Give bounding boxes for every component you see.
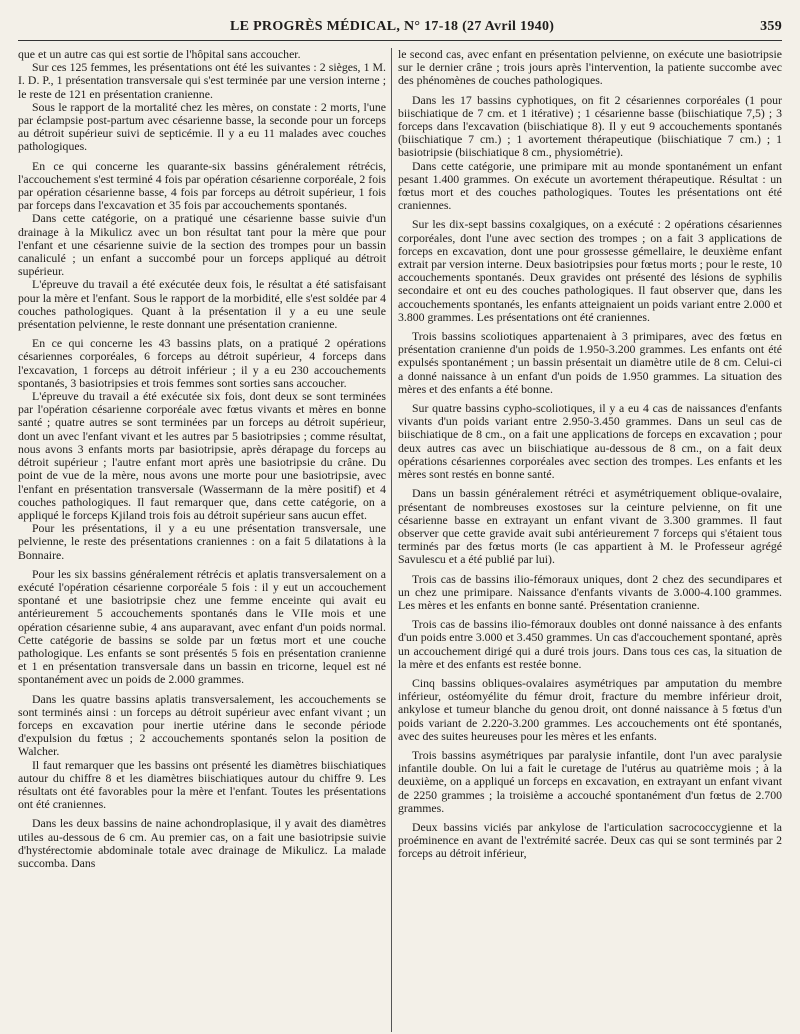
paragraph: Trois bassins scoliotiques appartenaient à 3 primipares, avec des fœtus en présentation cranienne d'un poids de 1.950-3.200 grammes. Les enfants ont été expulsés spontanément ; un bassin présentait un diamètre utile de 8 cm. Celui-ci a donné naissance à un enfant d'un poids de 1.950 grammes. La situation des mères et des enfants a été bonne.: [398, 329, 782, 396]
paragraph: Sous le rapport de la mortalité chez les mères, on constate : 2 morts, l'une par éclampsie post-partum avec césarienne basse, la seconde pour un forceps au détroit supérieur suivi de septicémie. Il y a eu 11 malades avec couches pathologiques.: [18, 99, 386, 154]
column-divider: [391, 48, 392, 1032]
paragraph: Trois bassins asymétriques par paralysie infantile, dont l'un avec paralysie infantile double. On lui a fait le curetage de l'utérus au quatrième mois ; à la deuxième, on a appliqué un forceps en excavation, en extrayant un enfant vivant de 2250 grammes ; la troisième a accouché spontanément d'un fœtus de 2.700 grammes.: [398, 747, 782, 815]
paragraph: Sur quatre bassins cypho-scoliotiques, il y a eu 4 cas de naissances d'enfants vivants d'un poids variant entre 2.950-3.450 grammes. Dans un seul cas de biischiatique de 8 cm., on a fait une applications de forceps en excavation ; pour deux autres cas avec un biischiatique au-dessous de 8 cm., on a fait deux opérations césariennes corporéales avec section des trompes. Les enfants et les mères sont restés en bonne santé.: [398, 401, 782, 482]
paragraph: Dans cette catégorie, une primipare mit au monde spontanément un enfant pesant 1.400 grammes. On exécute un avortement thérapeutique. Résultat : un fœtus mort et des couches pathologiques. Toutes les présentations ont été craniennes.: [398, 158, 782, 213]
paragraph: Pour les présentations, il y a eu une présentation transversale, une pelvienne, le reste des présentations craniennes : on a fait 5 dilatations à la Bonnaire.: [18, 521, 386, 562]
paragraph: Sur ces 125 femmes, les présentations ont été les suivantes : 2 sièges, 1 M. I. D. P., 1 présentation transversale qui s'est terminée par une version interne ; le reste de 121 en présentation cranienne.: [18, 60, 386, 101]
left-column: [18, 48, 386, 1032]
paragraph: L'épreuve du travail a été exécutée six fois, dont deux se sont terminées par l'opération césarienne corporéale avec fœtus vivants et mères en bonne santé ; quatre autres se sont terminées par un forceps au détroit supérieur, dont un avec l'enfant vivant et les autres par 5 basiotripsies ; comme résultat, nous avons 3 enfants morts par basiotripsie, après dérapage du forceps au détroit supérieur ; l'autre enfant mort après une basiotripsie du crâne. Du point de vue de la mère, nous avons une morte pour une basiotripsie, avec l'enfant en présentation transversale (Wassermann de la mère positif) et 4 couches pathologiques. Il faut remarquer que, dans cette catégorie, on a appliqué le forceps Kjiland trois fois au détroit supérieur sans aucun effet.: [18, 389, 386, 522]
paragraph: Dans les quatre bassins aplatis transversalement, les accouchements se sont terminés ainsi : un forceps au détroit supérieur avec enfant vivant ; un forceps en excavation pour inertie utérine dans le seconde période d'expulsion du fœtus ; 2 accouchements spontanés selon la position de Walcher.: [18, 691, 386, 759]
paragraph: Pour les six bassins généralement rétrécis et aplatis transversalement on a exécuté l'opération césarienne corporéale 5 fois : il y eut un accouchement spontané et une basiotripsie chez une femme enceinte qui avait eu antérieurement 5 accouchements spontanés dans le VIIe mois et une opération césarienne subie, 4 ans auparavant, avec enfant d'un poids normal. Cette catégorie de bassins se solde par un fœtus mort et une couche pathologique. Les enfants se sont présentés 5 fois en présentation cranienne et 1 en présentation transversale dans un bassin en tricorne, lequel est né spontanément avec un poids de 2.000 grammes.: [18, 566, 386, 687]
paragraph: En ce qui concerne les 43 bassins plats, on a pratiqué 2 opérations césariennes corporéales, 6 forceps au détroit supérieur, 4 forceps dans l'excavation, 1 forceps au détroit inférieur ; il y a eu 230 accouchements spontanés, 3 basiotripsies et trois femmes sont sorties sans accoucher.: [18, 336, 386, 390]
paragraph: Trois cas de bassins ilio-fémoraux uniques, dont 2 chez des secundipares et un chez une primipare. Naissance d'enfants vivants de 3.000-4.100 grammes. Les mères et les enfants en bonne santé. Présentation cranienne.: [398, 571, 782, 612]
paragraph: L'épreuve du travail a été exécutée deux fois, le résultat a été satisfaisant pour la mère et l'enfant. Sous le rapport de la morbidité, elle s'est soldée par 4 couches pathologiques. Quant à la présentation il y a eu une seule présentation pelvienne, le reste donnant une présentation cranienne.: [18, 277, 386, 332]
paragraph: Sur les dix-sept bassins coxalgiques, on a exécuté : 2 opérations césariennes corporéales, dont l'une avec section des trompes ; on a fait 3 applications de forceps en excavation, dont une pour grossesse gémellaire, le deuxième enfant extrait par version interne. Deux basiotripsies pour fœtus morts ; pour le reste, 10 accouchements spontanés. Deux gravides ont présenté des lésions de syphilis secondaire et ont eu des couches pathologiques. Il faut observer que, dans les accouchements spontanés, les enfants atteignaient un poids variant entre 2.000 et 3.800 grammes. Les présentations ont été craniennes.: [398, 217, 782, 324]
paragraph: Dans les deux bassins de naine achondroplasique, il y avait des diamètres utiles au-dessous de 6 cm. Au premier cas, on a fait une basiotripsie suivie d'hystérectomie abdominale totale avec drainage de Mikulicz. La malade succomba. Dans: [18, 816, 386, 870]
paragraph: Dans cette catégorie, on a pratiqué une césarienne basse suivie d'un drainage à la Mikulicz avec un bon résultat tant pour la mère que pour l'enfant et une césarienne suivie de la section des trompes pour un bassin canaliculé ; un enfant a succombé pour un forceps appliqué au détroit supérieur.: [18, 211, 386, 279]
paragraph: que et un autre cas qui est sortie de l'hôpital sans accoucher.: [18, 48, 301, 61]
paragraph: le second cas, avec enfant en présentation pelvienne, on exécute une basiotripsie sur le dernier crâne ; trois jours après l'intervention, la patiente succombe avec des phénomènes de couches pathologiques.: [398, 48, 782, 88]
paragraph: Il faut remarquer que les bassins ont présenté les diamètres biischiatiques autour du chiffre 8 et les diamètres biischiatiques autour du chiffre 9. Les résultats ont été favorables pour la mère et l'enfant. Toutes les présentations ont été craniennes.: [18, 757, 386, 812]
right-column: [398, 48, 782, 1032]
paragraph: Dans un bassin généralement rétréci et asymétriquement oblique-ovalaire, présentant de nombreuses exostoses sur la ceinture pelvienne, on fit une césarienne basse en extrayant un enfant vivant de 3.300 grammes. Il faut observer que cette gravide avait subi antérieurement 7 forceps qui s'étaient tous terminés par des fœtus morts (le cas appartient à M. le Professeur agrégé Savulescu et a été publié par lui).: [398, 486, 782, 567]
paragraph: Trois cas de bassins ilio-fémoraux doubles ont donné naissance à des enfants d'un poids entre 3.000 et 3.450 grammes. Un cas d'accouchement spontané, après un accouchement dirigé qui a duré trois jours. Dans tous ces cas, la situation de la mère et des enfants est restée bonne.: [398, 617, 782, 671]
paragraph: Cinq bassins obliques-ovalaires asymétriques par amputation du membre inférieur, ostéomyélite du fémur droit, fracture du membre inférieur droit, ankylose et tumeur blanche du genou droit, ont donné naissance à 5 fœtus d'un poids variant de 2.220-3.200 grammes. Les accouchements ont été spontanés, avec des suites heureuses pour les mères et les enfants.: [398, 675, 782, 743]
paragraph: En ce qui concerne les quarante-six bassins généralement rétrécis, l'accouchement s'est terminé 4 fois par opération césarienne corporéale, 2 fois par opération césarienne basse, 4 fois par forceps au détroit supérieur, 1 fois par forceps dans l'excavation et 35 fois par accouchements spontanés.: [18, 158, 386, 213]
journal-title: LE PROGRÈS MÉDICAL, N° 17-18 (27 Avril 1940): [230, 19, 555, 34]
page-number: 359: [760, 19, 782, 34]
paragraph: Deux bassins viciés par ankylose de l'articulation sacrococcygienne et la proéminence en avant de l'extrémité sacrée. Deux cas qui se sont terminés par 2 forceps au détroit inférieur,: [398, 819, 782, 861]
page-header: [18, 18, 782, 41]
paragraph: Dans les 17 bassins cyphotiques, on fit 2 césariennes corporéales (1 pour biischiatique de 7 cm. et 1 itérative) ; 1 césarienne basse (biischiatique 7,5) ; 3 forceps dans l'excavation (biischiatique 8). Il y eut 9 accouchements spontanés (biischiatique 7 cm.) ; 1 avortement thérapeutique (biischiatique 7 cm.) ; 1 basiotripsie (biischiatique 8 cm., physiométrie).: [398, 92, 782, 160]
